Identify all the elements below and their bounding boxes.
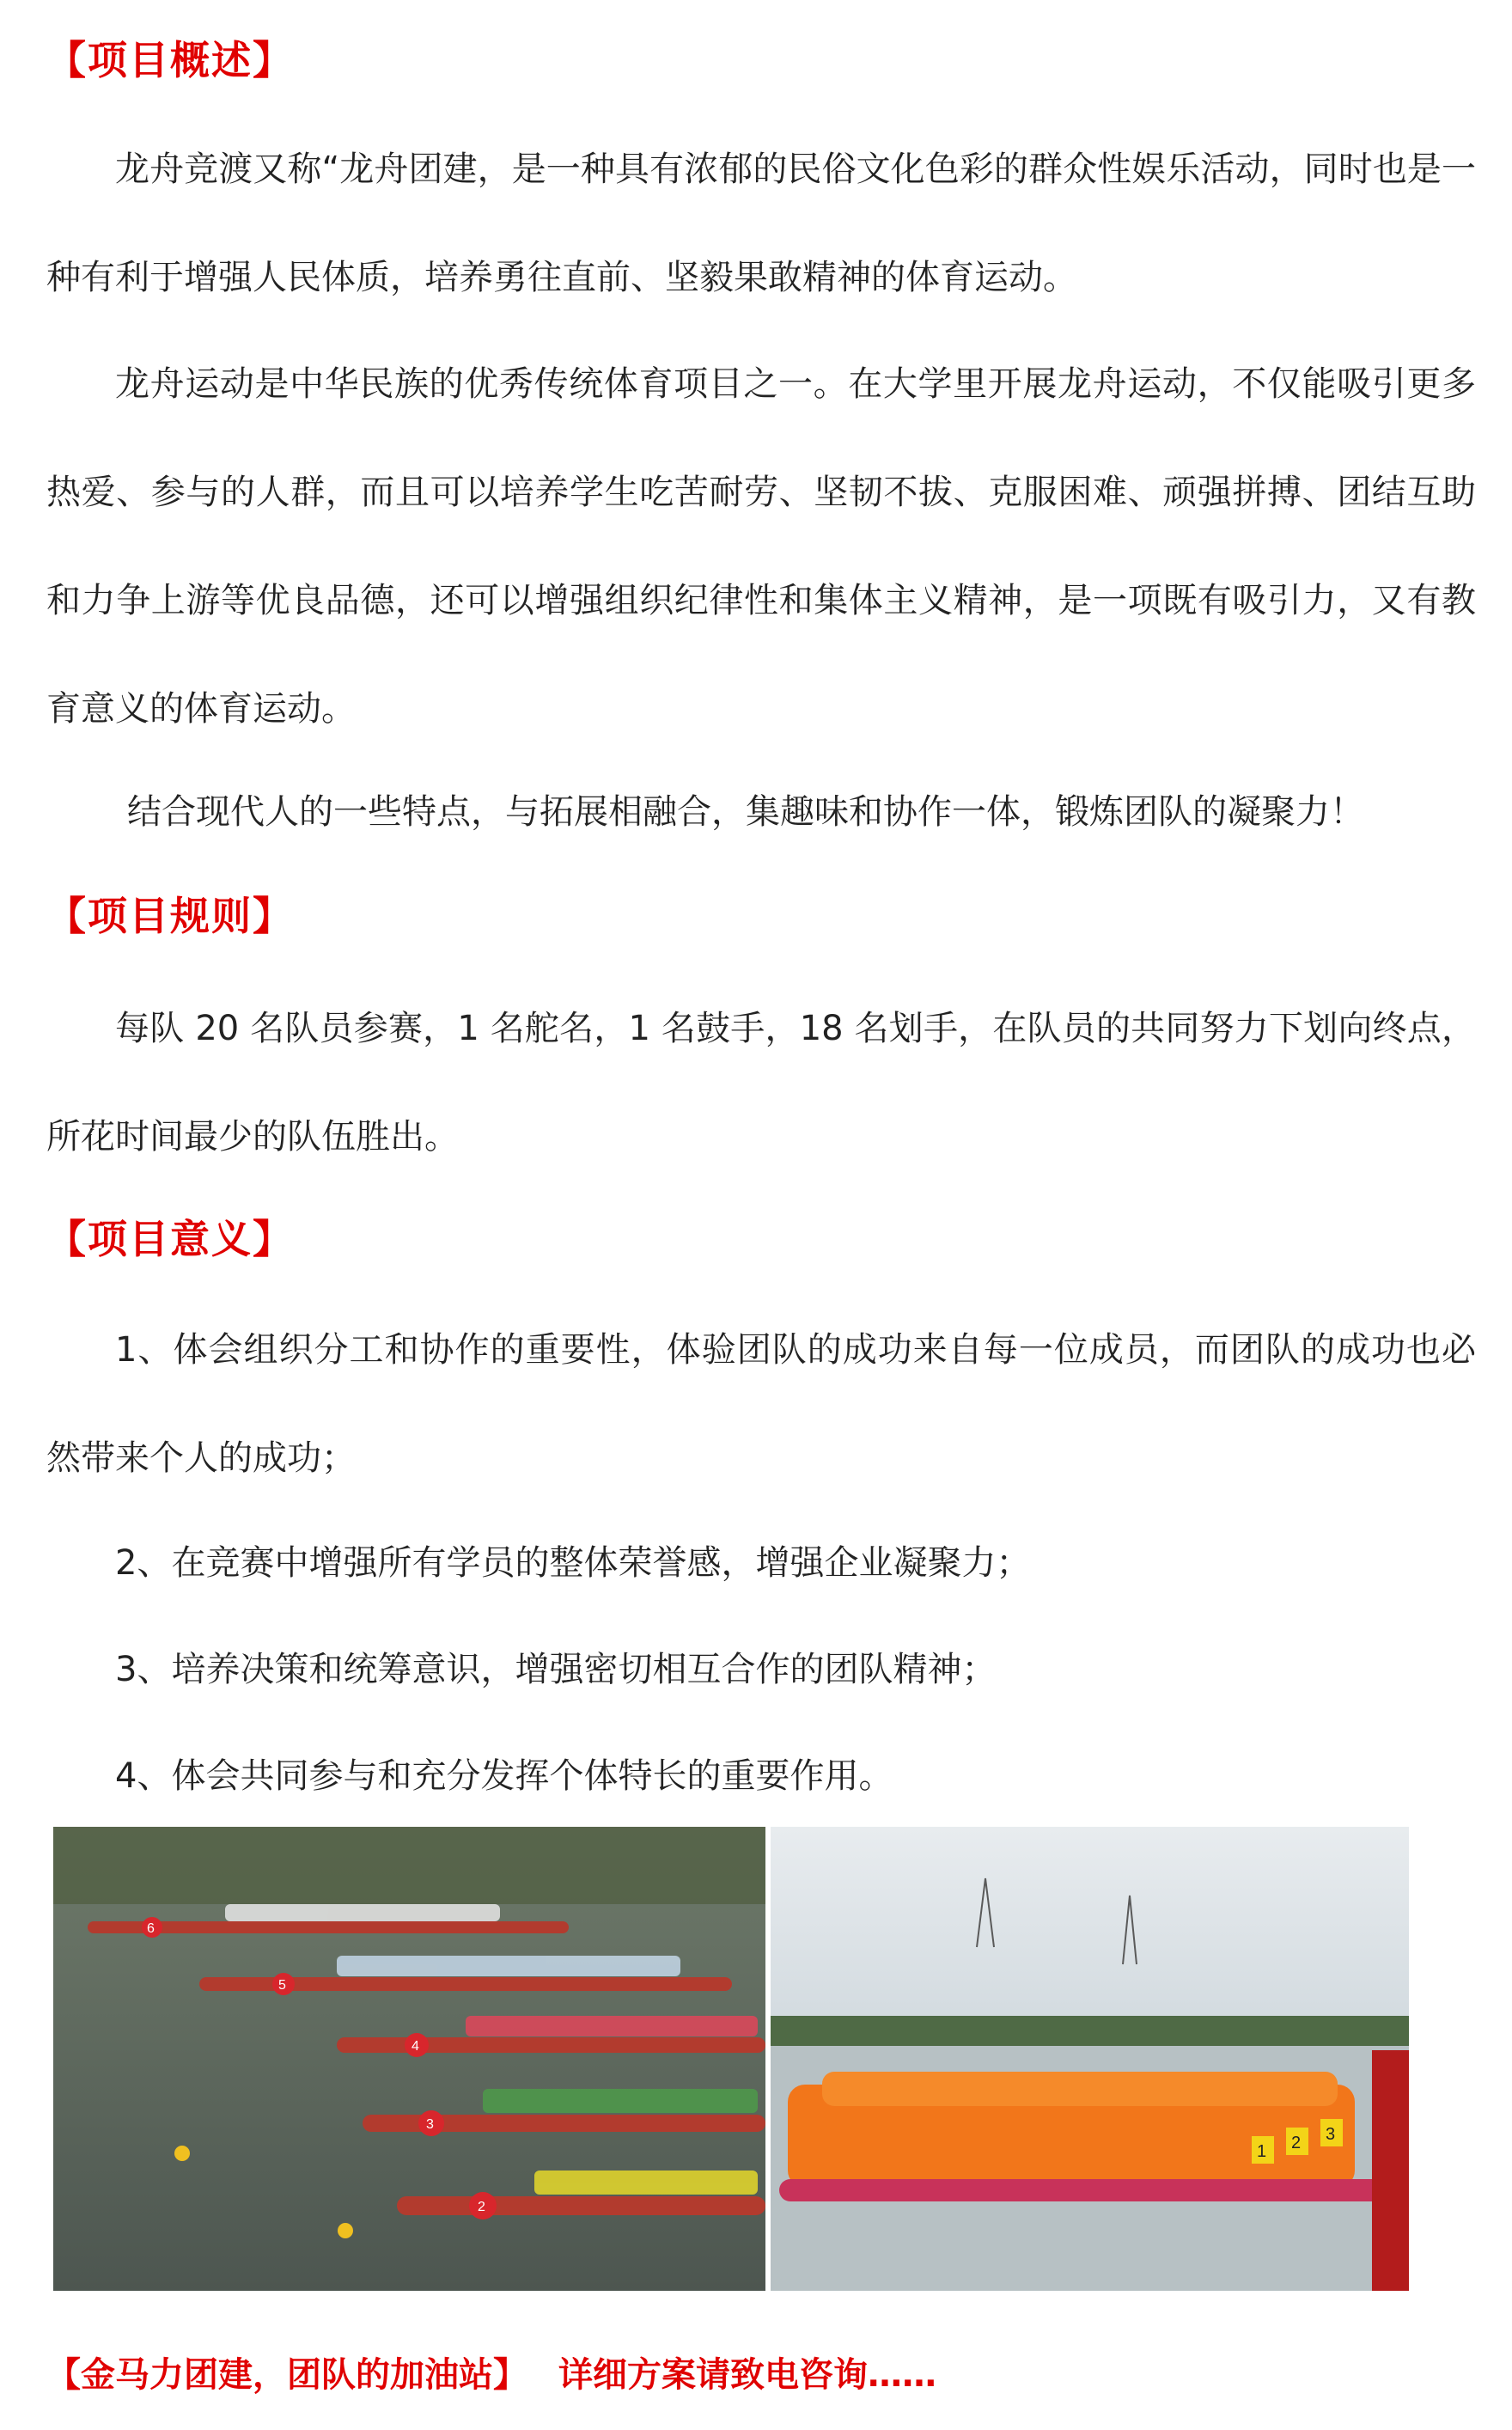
overview-paragraph-1: 龙舟竞渡又称“龙舟团建，是一种具有浓郁的民俗文化色彩的群众性娱乐活动，同时也是一种有利于增强人民体质，培养勇往直前、坚毅果敢精神的体育运动。 (46, 150, 1476, 297)
footer-line (46, 2349, 967, 2401)
photo-dragon-boat-race (53, 1827, 765, 2291)
footer-contact: 详细方案请致电咨询…… (558, 2355, 936, 2395)
footer-brand: 【金马力团建，团队的加油站】 (46, 2355, 527, 2395)
meaning-item-4: 4、体会共同参与和充分发挥个体特长的重要作用。 (115, 1756, 893, 1796)
svg-text:1: 1 (1257, 2142, 1267, 2161)
svg-text:5: 5 (278, 1978, 286, 1993)
svg-text:3: 3 (426, 2117, 434, 2132)
rules-paragraph-1: 每队 20 名队员参赛，1 名舵名，1 名鼓手，18 名划手，在队员的共同努力下划向终点，所花时间最少的队伍胜出。 (46, 1009, 1476, 1157)
meaning-item-2: 2、在竞赛中增强所有学员的整体荣誉感，增强企业凝聚力； (115, 1543, 1031, 1583)
section-title-overview: 【项目概述】 (46, 37, 294, 83)
svg-text:2: 2 (1291, 2134, 1302, 2152)
svg-text:6: 6 (147, 1921, 155, 1936)
svg-text:4: 4 (412, 2039, 419, 2054)
overview-paragraph-2: 龙舟运动是中华民族的优秀传统体育项目之一。在大学里开展龙舟运动，不仅能吸引更多热爱、参与的人群，而且可以培养学生吃苦耐劳、坚韧不拔、克服困难、顽强拼搏、团结互助和力争上游等优良品德，还可以增强组织纪律性和集体主义精神，是一项既有吸引力，又有教育意义的体育运动。 (46, 364, 1476, 729)
svg-text:2: 2 (478, 2200, 485, 2214)
meaning-item-3: 3、培养决策和统筹意识，增强密切相互合作的团队精神； (115, 1650, 997, 1689)
section-title-rules: 【项目规则】 (46, 893, 294, 939)
team-illustration (771, 1827, 1409, 2291)
race-illustration (53, 1827, 765, 2291)
photo-row (53, 1827, 1409, 2291)
photo-dragon-boat-team (771, 1827, 1409, 2291)
overview-paragraph-3: 结合现代人的一些特点，与拓展相融合，集趣味和协作一体，锻炼团队的凝聚力！ (127, 792, 1364, 832)
meaning-item-1: 1、体会组织分工和协作的重要性，体验团队的成功来自每一位成员，而团队的成功也必然带来个人的成功； (46, 1330, 1476, 1478)
svg-text:3: 3 (1326, 2125, 1336, 2144)
section-title-meaning: 【项目意义】 (46, 1216, 294, 1262)
